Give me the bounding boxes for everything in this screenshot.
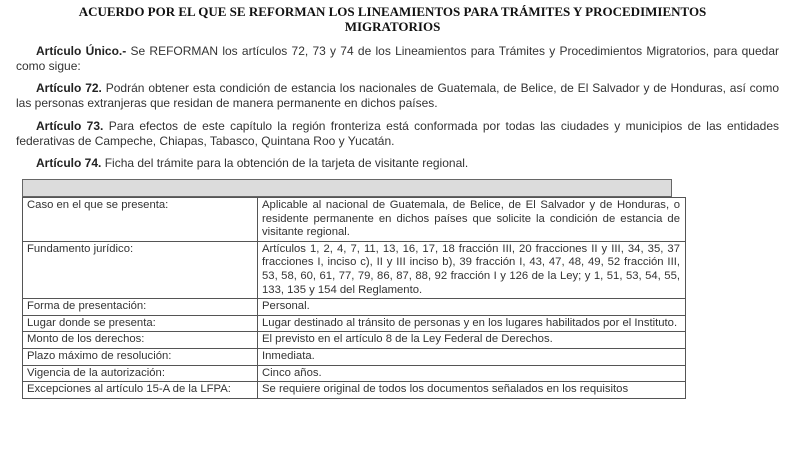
- article-text: Podrán obtener esta condición de estancia los nacionales de Guatemala, de Belice, de El Salvador y de Honduras, así como las personas extranjeras que residan de manera permanente en dichos países.: [16, 81, 779, 110]
- table-row: [23, 315, 686, 332]
- table-row: [23, 299, 686, 316]
- document-title: ACUERDO POR EL QUE SE REFORMAN LOS LINEAMIENTOS PARA TRÁMITES Y PROCEDIMIENTOS MIGRATORIOS: [78, 4, 707, 34]
- paragraph-articulo-unico: [16, 44, 779, 74]
- ficha-tramite-table: [22, 197, 686, 399]
- row-value: Personal.: [258, 299, 686, 316]
- article-text: Para efectos de este capítulo la región fronteriza está conformada por todas las ciudades y municipios de las entidades federativas de Campeche, Chiapas, Tabasco, Quintana Roo y Yucatán.: [16, 119, 779, 148]
- article-text: Ficha del trámite para la obtención de la tarjeta de visitante regional.: [101, 156, 469, 170]
- row-label: Fundamento jurídico:: [23, 241, 258, 298]
- row-label: Lugar donde se presenta:: [23, 315, 258, 332]
- row-value: Inmediata.: [258, 348, 686, 365]
- row-label: Caso en el que se presenta:: [23, 198, 258, 242]
- row-label: Forma de presentación:: [23, 299, 258, 316]
- table-header-bar: [22, 179, 672, 197]
- row-label: Vigencia de la autorización:: [23, 365, 258, 382]
- paragraph-articulo-74: [16, 156, 779, 171]
- row-value: Artículos 1, 2, 4, 7, 11, 13, 16, 17, 18 fracción III, 20 fracciones II y III, 34, 35, 37 fracciones I, inciso c), II y III inciso b), 39 fracción I, 43, 47, 48, 49, 52 fracción III, 53, 58, 60, 61, 77, 79, 86, 87, 88, 92 fracción I y 126 de la Ley; y 1, 51, 53, 54, 55, 133, 135 y 154 del Reglamento.: [258, 241, 686, 298]
- table-row: [23, 241, 686, 298]
- row-value: Lugar destinado al tránsito de personas y en los lugares habilitados por el Instituto.: [258, 315, 686, 332]
- table-row: [23, 348, 686, 365]
- table-row: [23, 198, 686, 242]
- table-row: [23, 365, 686, 382]
- paragraph-articulo-73: [16, 119, 779, 149]
- table-row: [23, 332, 686, 349]
- article-label: Artículo 74.: [36, 156, 102, 170]
- row-label: Plazo máximo de resolución:: [23, 348, 258, 365]
- row-value: El previsto en el artículo 8 de la Ley Federal de Derechos.: [258, 332, 686, 349]
- row-value: Se requiere original de todos los documentos señalados en los requisitos: [258, 382, 686, 399]
- article-label: Artículo 72.: [36, 81, 102, 95]
- paragraph-articulo-72: [16, 81, 779, 111]
- article-text: Se REFORMAN los artículos 72, 73 y 74 de los Lineamientos para Trámites y Procedimientos Migratorios, para quedar como sigue:: [16, 44, 779, 73]
- row-label: Monto de los derechos:: [23, 332, 258, 349]
- row-value: Aplicable al nacional de Guatemala, de Belice, de El Salvador y de Honduras, o residente permanente en dichos países que solicite la condición de estancia de visitante regional.: [258, 198, 686, 242]
- article-label: Artículo Único.-: [36, 44, 127, 58]
- row-label: Excepciones al artículo 15-A de la LFPA:: [23, 382, 258, 399]
- article-label: Artículo 73.: [36, 119, 104, 133]
- table-row: [23, 382, 686, 399]
- row-value: Cinco años.: [258, 365, 686, 382]
